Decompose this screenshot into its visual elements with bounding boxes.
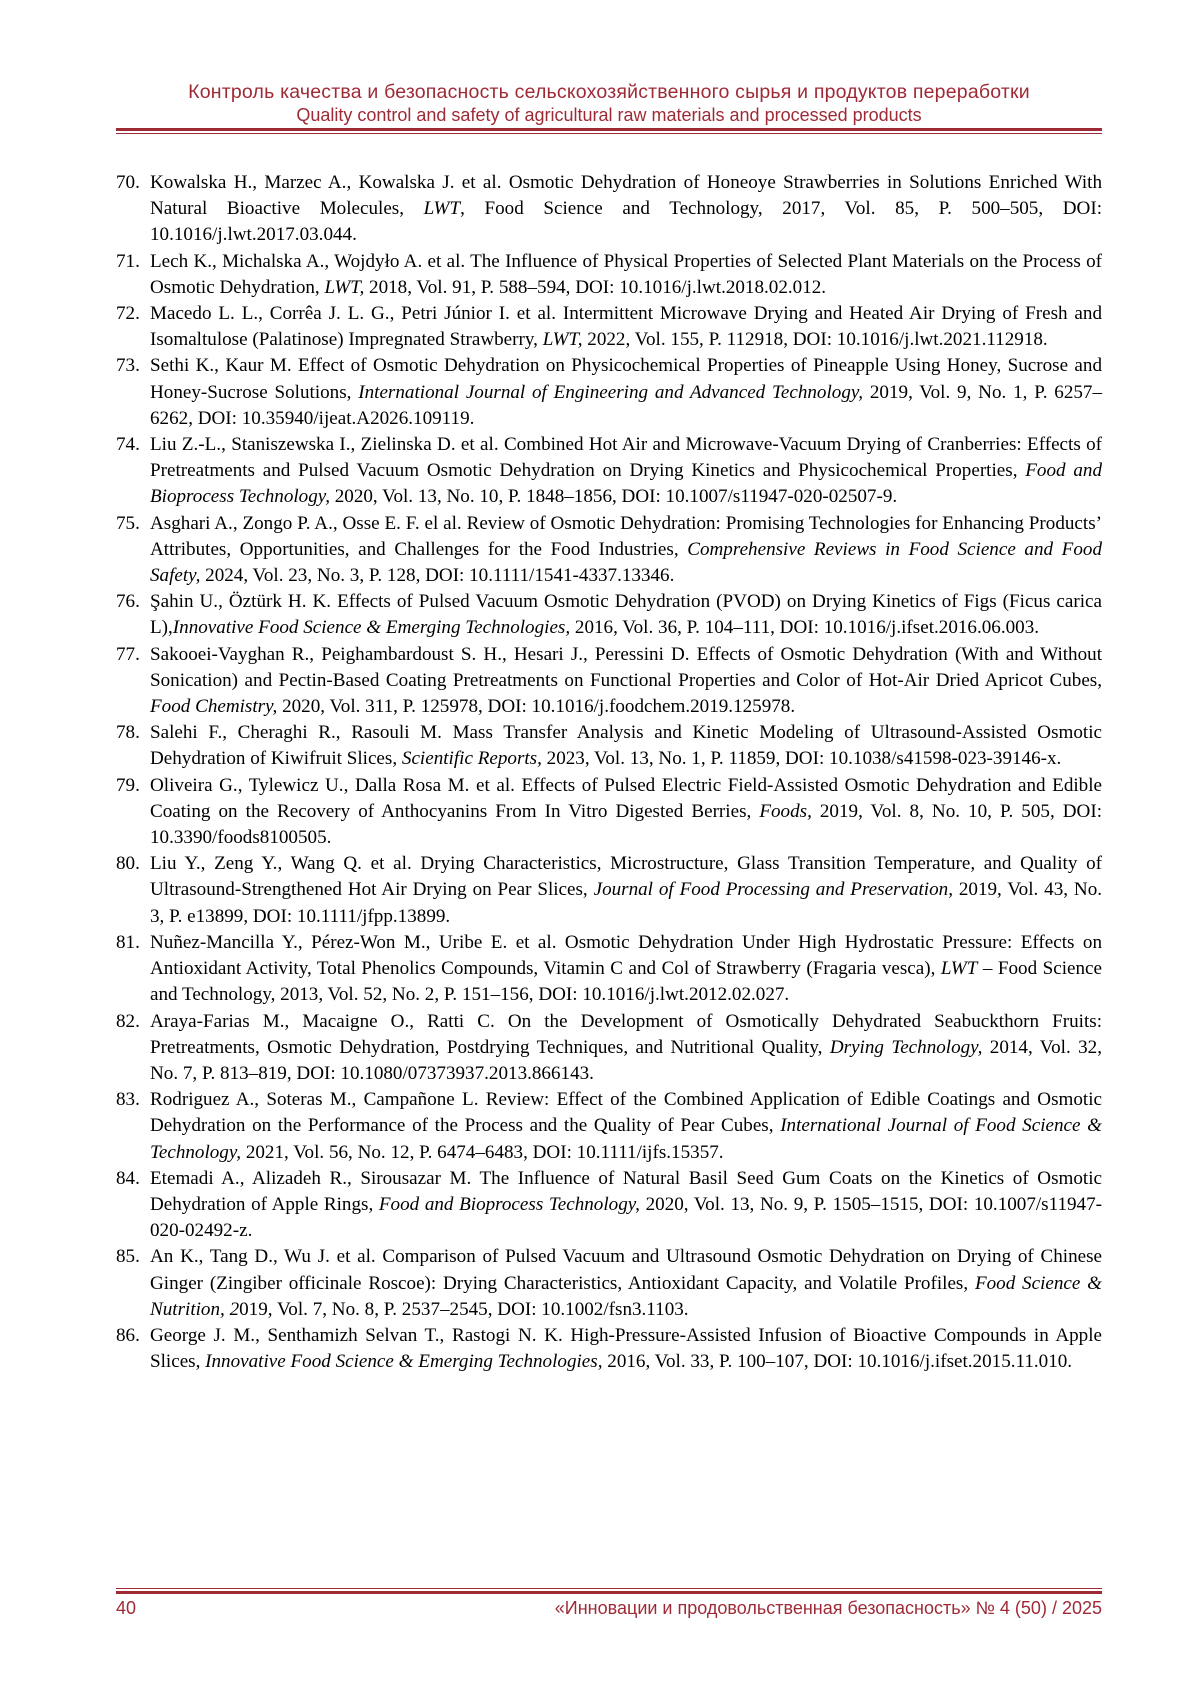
reference-item <box>116 642 1102 721</box>
reference-item <box>116 851 1102 930</box>
reference-item <box>116 1009 1102 1088</box>
reference-source: Innovative Food Science & Emerging Technologies, <box>205 1351 603 1373</box>
reference-text: Liu Z.-L., Staniszewska I., Zielinska D. et al. Combined Hot Air and Microwave-Vacuum Drying of Cranberries: Effects of Pretreatments and Pulsed Vacuum Osmotic Dehydration on Drying Kinetics and Physicochemical Properties, <box>150 434 1102 482</box>
reference-number: 81. <box>116 931 140 953</box>
reference-number: 82. <box>116 1010 140 1032</box>
reference-item <box>116 773 1102 852</box>
reference-details: 2022, Vol. 155, P. 112918, DOI: 10.1016/j.lwt.2021.112918. <box>582 329 1048 351</box>
reference-number: 76. <box>116 591 140 613</box>
reference-text: George J. M., Senthamizh Selvan T., Rastogi N. K. High-Pressure-Assisted Infusion of Bioactive Compounds in Apple Slices, <box>150 1324 1102 1373</box>
reference-text: An K., Tang D., Wu J. et al. Comparison of Pulsed Vacuum and Ultrasound Osmotic Dehydration on Drying of Chinese Ginger (Zingiber officinale Roscoe): Drying Characteristics, Antioxidant Capacity, and Volatile Profiles, <box>150 1246 1102 1294</box>
reference-number: 71. <box>116 250 140 272</box>
reference-text: Şahin U., Öztürk H. K. Effects of Pulsed Vacuum Osmotic Dehydration (PVOD) on Drying Kinetics of Figs (Ficus carica L), <box>150 591 1102 639</box>
reference-text: Rodriguez A., Soteras M., Campañone L. Review: Effect of the Combined Application of Edible Coatings and Osmotic Dehydration on the Performance of the Process and the Quality of Pear Cubes, <box>150 1089 1102 1137</box>
reference-details: – Food Science and Technology, 2013, Vol. 52, No. 2, P. 151–156, DOI: 10.1016/j.lwt.2012.02.027. <box>150 958 1102 1006</box>
reference-number: 83. <box>116 1089 140 1111</box>
reference-list <box>116 170 1102 1375</box>
reference-details: 2016, Vol. 36, P. 104–111, DOI: 10.1016/j.ifset.2016.06.003. <box>570 617 1040 639</box>
reference-source: International Journal of Food Science & Technology, <box>150 1115 1103 1163</box>
journal-issue: «Инновации и продовольственная безопасность» № 4 (50) / 2025 <box>554 1598 1102 1618</box>
reference-number: 77. <box>116 643 140 665</box>
reference-details: 2019, Vol. 43, No. 3, P. e13899, DOI: 10.1111/jfpp.13899. <box>150 879 1103 927</box>
reference-details: 2018, Vol. 91, P. 588–594, DOI: 10.1016/j.lwt.2018.02.012. <box>364 276 827 298</box>
reference-details: 2016, Vol. 33, P. 100–107, DOI: 10.1016/j.ifset.2015.11.010. <box>602 1351 1073 1373</box>
reference-text: Oliveira G., Tylewicz U., Dalla Rosa M. et al. Effects of Pulsed Electric Field-Assisted Osmotic Dehydration and Edible Coating on the Recovery of Anthocyanins From In Vitro Digested Berries, <box>150 774 1102 822</box>
reference-item <box>116 353 1102 432</box>
reference-number: 79. <box>116 774 140 796</box>
reference-source: LWT <box>423 198 461 220</box>
reference-source: International Journal of Engineering and Advanced Technology, <box>358 381 864 403</box>
reference-source: LWT, <box>542 329 583 351</box>
reference-text: Araya-Farias M., Macaigne O., Ratti C. On the Development of Osmotically Dehydrated Seabuckthorn Fruits: Pretreatments, Osmotic Dehydration, Postdrying Techniques, and Nutritional Quality, <box>150 1010 1102 1058</box>
reference-text: Macedo L. L., Corrêa J. L. G., Petri Júnior I. et al. Intermittent Microwave Drying and Heated Air Drying of Fresh and Isomaltulose (Palatinose) Impregnated Strawberry, <box>150 303 1102 351</box>
reference-details: 2019, Vol. 8, No. 10, P. 505, DOI: 10.3390/foods8100505. <box>150 800 1102 849</box>
reference-text: Salehi F., Cheraghi R., Rasouli M. Mass Transfer Analysis and Kinetic Modeling of Ultrasound-Assisted Osmotic Dehydration of Kiwifruit Slices, <box>150 722 1102 770</box>
header-title-ru: Контроль качества и безопасность сельскохозяйственного сырья и продуктов переработки <box>188 81 1030 103</box>
reference-item <box>116 1323 1102 1375</box>
reference-source: Food Science & Nutrition, 2 <box>150 1272 1102 1320</box>
reference-details: 2019, Vol. 9, No. 1, P. 6257–6262, DOI: 10.35940/ijeat.A2026.109119. <box>150 381 1103 429</box>
reference-text: Kowalska H., Marzec A., Kowalska J. et al. Osmotic Dehydration of Honeoye Strawberries in Solutions Enriched With Natural Bioactive Molecules, <box>150 172 1102 220</box>
footer-rule-thin <box>116 1588 1102 1589</box>
reference-details: , Food Science and Technology, 2017, Vol. 85, P. 500–505, DOI: 10.1016/j.lwt.2017.03.044. <box>150 198 1102 246</box>
footer-rule-thick <box>116 1591 1102 1594</box>
reference-item <box>116 589 1102 641</box>
reference-item <box>116 249 1102 301</box>
running-header <box>116 80 1102 126</box>
reference-item <box>116 432 1102 511</box>
reference-source: Innovative Food Science & Emerging Technologies, <box>172 617 571 639</box>
reference-source: Comprehensive Reviews in Food Science and Food Safety, <box>150 538 1102 587</box>
reference-item <box>116 720 1102 772</box>
reference-source: Scientific Reports, <box>401 748 542 770</box>
reference-number: 73. <box>116 355 140 377</box>
reference-details: 2020, Vol. 13, No. 10, P. 1848–1856, DOI: 10.1007/s11947-020-02507-9. <box>329 486 898 508</box>
page-number: 40 <box>116 1598 137 1618</box>
reference-source: Food and Bioprocess Technology, <box>378 1193 640 1215</box>
reference-text: Etemadi A., Alizadeh R., Sirousazar M. The Influence of Natural Basil Seed Gum Coats on the Kinetics of Osmotic Dehydration of Apple Rings, <box>150 1167 1102 1215</box>
reference-number: 84. <box>116 1167 140 1189</box>
reference-number: 72. <box>116 303 140 325</box>
reference-source: Food Chemistry, <box>150 696 278 718</box>
reference-number: 80. <box>116 853 140 875</box>
reference-item <box>116 1244 1102 1323</box>
reference-text: Nuñez-Mancilla Y., Pérez-Won M., Uribe E. et al. Osmotic Dehydration Under High Hydrostatic Pressure: Effects on Antioxidant Activity, Total Phenolics Compounds, Vitamin C and Col of Strawberry (Fragaria vesca), <box>150 931 1102 980</box>
header-rule-thick <box>116 128 1102 131</box>
reference-number: 85. <box>116 1246 140 1268</box>
reference-source: LWT <box>940 958 978 980</box>
reference-details: 2024, Vol. 23, No. 3, P. 128, DOI: 10.1111/1541-4337.13346. <box>200 565 675 587</box>
reference-item <box>116 930 1102 1009</box>
reference-number: 75. <box>116 512 140 534</box>
reference-text: Lech K., Michalska A., Wojdyło A. et al. The Influence of Physical Properties of Selected Plant Materials on the Process of Osmotic Dehydration, <box>150 250 1102 298</box>
reference-source: Foods, <box>759 800 812 822</box>
reference-number: 78. <box>116 722 140 744</box>
reference-item <box>116 1166 1102 1245</box>
reference-item <box>116 1087 1102 1166</box>
reference-number: 70. <box>116 172 140 193</box>
reference-item <box>116 170 1102 249</box>
reference-item <box>116 511 1102 590</box>
reference-text: Liu Y., Zeng Y., Wang Q. et al. Drying Characteristics, Microstructure, Glass Transition Temperature, and Quality of Ultrasound-Strengthened Hot Air Drying on Pear Slices, <box>150 853 1102 901</box>
header-title-en: Quality control and safety of agricultural raw materials and processed products <box>296 105 922 125</box>
reference-details: 019, Vol. 7, No. 8, P. 2537–2545, DOI: 10.1002/fsn3.1103. <box>239 1298 689 1320</box>
reference-source: Journal of Food Processing and Preservation, <box>593 879 953 901</box>
reference-details: 2023, Vol. 13, No. 1, P. 11859, DOI: 10.1038/s41598-023-39146-x. <box>541 748 1062 770</box>
reference-details: 2014, Vol. 32, No. 7, P. 813–819, DOI: 10.1080/07373937.2013.866143. <box>150 1036 1103 1084</box>
reference-text: Sakooei-Vayghan R., Peighambardoust S. H., Hesari J., Peressini D. Effects of Osmotic Dehydration (With and Without Sonication) and Pectin-Based Coating Pretreatments on Functional Properties and Color of Hot-Air Dried Apricot Cubes, <box>150 643 1102 691</box>
reference-number: 86. <box>116 1324 140 1346</box>
reference-item <box>116 301 1102 353</box>
reference-text: Sethi K., Kaur M. Effect of Osmotic Dehydration on Physicochemical Properties of Pineapple Using Honey, Sucrose and Honey-Sucrose Solutions, <box>150 355 1102 403</box>
reference-source: Food and Bioprocess Technology, <box>150 460 1102 508</box>
reference-number: 74. <box>116 434 140 456</box>
reference-details: 2020, Vol. 311, P. 125978, DOI: 10.1016/j.foodchem.2019.125978. <box>277 696 796 718</box>
header-rule-thin <box>116 133 1102 134</box>
reference-details: 2021, Vol. 56, No. 12, P. 6474–6483, DOI: 10.1111/ijfs.15357. <box>241 1141 724 1163</box>
reference-source: LWT, <box>324 276 365 298</box>
reference-text: Asghari A., Zongo P. A., Osse E. F. el al. Review of Osmotic Dehydration: Promising Technologies for Enhancing Products’ Attributes, Opportunities, and Challenges for the Food Industries, <box>150 512 1102 560</box>
reference-source: Drying Technology, <box>829 1036 983 1058</box>
reference-details: 2020, Vol. 13, No. 9, P. 1505–1515, DOI: 10.1007/s11947-020-02492-z. <box>150 1193 1102 1242</box>
